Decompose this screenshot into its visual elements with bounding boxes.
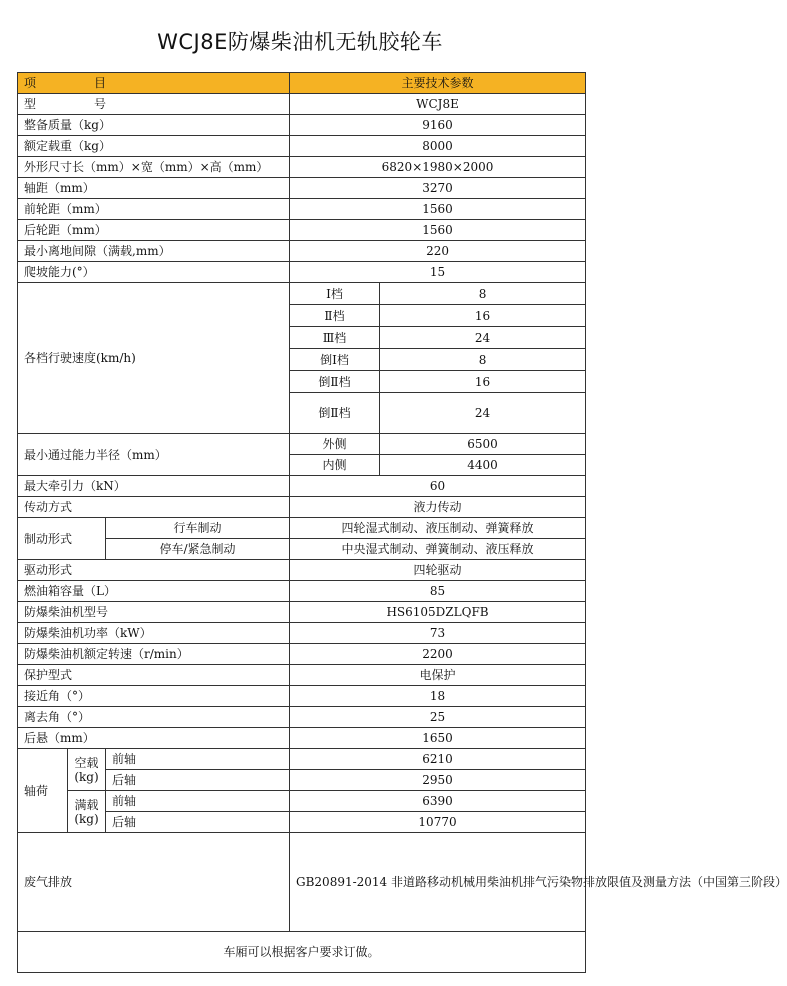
row-label: 保护型式 — [18, 665, 290, 686]
table-row — [18, 136, 586, 157]
row-label: 整备质量（kg） — [18, 115, 290, 136]
axle-front-label: 前轴 — [106, 749, 290, 770]
table-row — [18, 157, 586, 178]
turning-inner-value: 4400 — [380, 455, 586, 476]
gear-value: 8 — [380, 283, 586, 305]
gear-label: Ⅰ档 — [290, 283, 380, 305]
table-row — [18, 241, 586, 262]
axle-label: 轴荷 — [18, 749, 68, 833]
table-row — [18, 602, 586, 623]
gear-value: 16 — [380, 371, 586, 393]
row-value: 60 — [290, 476, 586, 497]
turning-inner-label: 内侧 — [290, 455, 380, 476]
table-row — [18, 220, 586, 241]
row-label: 爬坡能力(°） — [18, 262, 290, 283]
axle-full-front-value: 6390 — [290, 791, 586, 812]
table-row — [18, 518, 586, 539]
table-row — [18, 644, 586, 665]
axle-empty-front-value: 6210 — [290, 749, 586, 770]
header-item-cell: 项 目 — [18, 73, 290, 94]
gear-label: 倒Ⅱ档 — [290, 371, 380, 393]
gear-label: 倒Ⅱ档 — [290, 393, 380, 434]
row-value: 18 — [290, 686, 586, 707]
axle-rear-label: 后轴 — [106, 770, 290, 791]
gear-label: 倒Ⅰ档 — [290, 349, 380, 371]
row-value: 25 — [290, 707, 586, 728]
table-row — [18, 686, 586, 707]
row-label: 离去角（°） — [18, 707, 290, 728]
braking-service-value: 四轮湿式制动、液压制动、弹簧释放 — [290, 518, 586, 539]
braking-service-label: 行车制动 — [106, 518, 290, 539]
axle-rear-label: 后轴 — [106, 812, 290, 833]
gear-label: Ⅱ档 — [290, 305, 380, 327]
braking-parking-label: 停车/紧急制动 — [106, 539, 290, 560]
table-row — [18, 932, 586, 973]
row-value: 15 — [290, 262, 586, 283]
row-label: 后悬（mm） — [18, 728, 290, 749]
header-value-cell: 主要技术参数 — [290, 73, 586, 94]
row-label: 轴距（mm） — [18, 178, 290, 199]
axle-full-rear-value: 10770 — [290, 812, 586, 833]
row-value: 3270 — [290, 178, 586, 199]
row-label: 防爆柴油机功率（kW） — [18, 623, 290, 644]
table-header-row — [18, 73, 586, 94]
table-row — [18, 623, 586, 644]
axle-empty-rear-value: 2950 — [290, 770, 586, 791]
table-row — [18, 728, 586, 749]
model-value: WCJ8E — [290, 94, 586, 115]
note-cell: 车厢可以根据客户要求订做。 — [18, 932, 586, 973]
row-value: 2200 — [290, 644, 586, 665]
table-row — [18, 497, 586, 518]
row-label: 最小离地间隙（满载,mm） — [18, 241, 290, 262]
axle-front-label: 前轴 — [106, 791, 290, 812]
exhaust-value: GB20891-2014 非道路移动机械用柴油机排气污染物排放限值及测量方法（中国第三阶段） — [290, 833, 586, 932]
table-row — [18, 115, 586, 136]
table-row — [18, 94, 586, 115]
turning-outer-label: 外侧 — [290, 434, 380, 455]
table-row — [18, 434, 586, 455]
row-value: 电保护 — [290, 665, 586, 686]
row-label: 最大牵引力（kN） — [18, 476, 290, 497]
turning-label: 最小通过能力半径（mm） — [18, 434, 290, 476]
gear-value: 16 — [380, 305, 586, 327]
table-row — [18, 199, 586, 220]
table-row — [18, 560, 586, 581]
row-value: 1560 — [290, 220, 586, 241]
braking-parking-value: 中央湿式制动、弹簧制动、液压释放 — [290, 539, 586, 560]
row-value: 6820×1980×2000 — [290, 157, 586, 178]
gear-value: 24 — [380, 327, 586, 349]
row-label: 接近角（°） — [18, 686, 290, 707]
table-row — [18, 178, 586, 199]
row-label: 外形尺寸长（mm）×宽（mm）×高（mm） — [18, 157, 290, 178]
table-row — [18, 283, 586, 305]
axle-empty-label: 空载(kg) — [68, 749, 106, 791]
table-row — [18, 262, 586, 283]
row-label: 防爆柴油机额定转速（r/min） — [18, 644, 290, 665]
row-value: HS6105DZLQFB — [290, 602, 586, 623]
speeds-label: 各档行驶速度(km/h) — [18, 283, 290, 434]
row-value: 220 — [290, 241, 586, 262]
row-label: 前轮距（mm） — [18, 199, 290, 220]
row-label: 燃油箱容量（L） — [18, 581, 290, 602]
row-label: 传动方式 — [18, 497, 290, 518]
row-label: 后轮距（mm） — [18, 220, 290, 241]
table-row — [18, 707, 586, 728]
table-row — [18, 476, 586, 497]
table-row — [18, 749, 586, 770]
table-row — [18, 665, 586, 686]
row-value: 液力传动 — [290, 497, 586, 518]
exhaust-label: 废气排放 — [18, 833, 290, 932]
row-value: 8000 — [290, 136, 586, 157]
row-value: 9160 — [290, 115, 586, 136]
row-value: 85 — [290, 581, 586, 602]
row-label: 额定载重（kg） — [18, 136, 290, 157]
axle-full-label: 满载(kg) — [68, 791, 106, 833]
table-row — [18, 581, 586, 602]
table-row — [18, 791, 586, 812]
spec-table — [17, 72, 787, 973]
braking-label: 制动形式 — [18, 518, 106, 560]
row-label: 驱动形式 — [18, 560, 290, 581]
table-row — [18, 833, 586, 932]
row-label: 防爆柴油机型号 — [18, 602, 290, 623]
gear-label: Ⅲ档 — [290, 327, 380, 349]
gear-value: 8 — [380, 349, 586, 371]
page-title: WCJ8E防爆柴油机无轨胶轮车 — [157, 30, 443, 54]
row-value: 四轮驱动 — [290, 560, 586, 581]
row-value: 1650 — [290, 728, 586, 749]
gear-value: 24 — [380, 393, 586, 434]
row-value: 1560 — [290, 199, 586, 220]
row-value: 73 — [290, 623, 586, 644]
turning-outer-value: 6500 — [380, 434, 586, 455]
model-label: 型 号 — [18, 94, 290, 115]
